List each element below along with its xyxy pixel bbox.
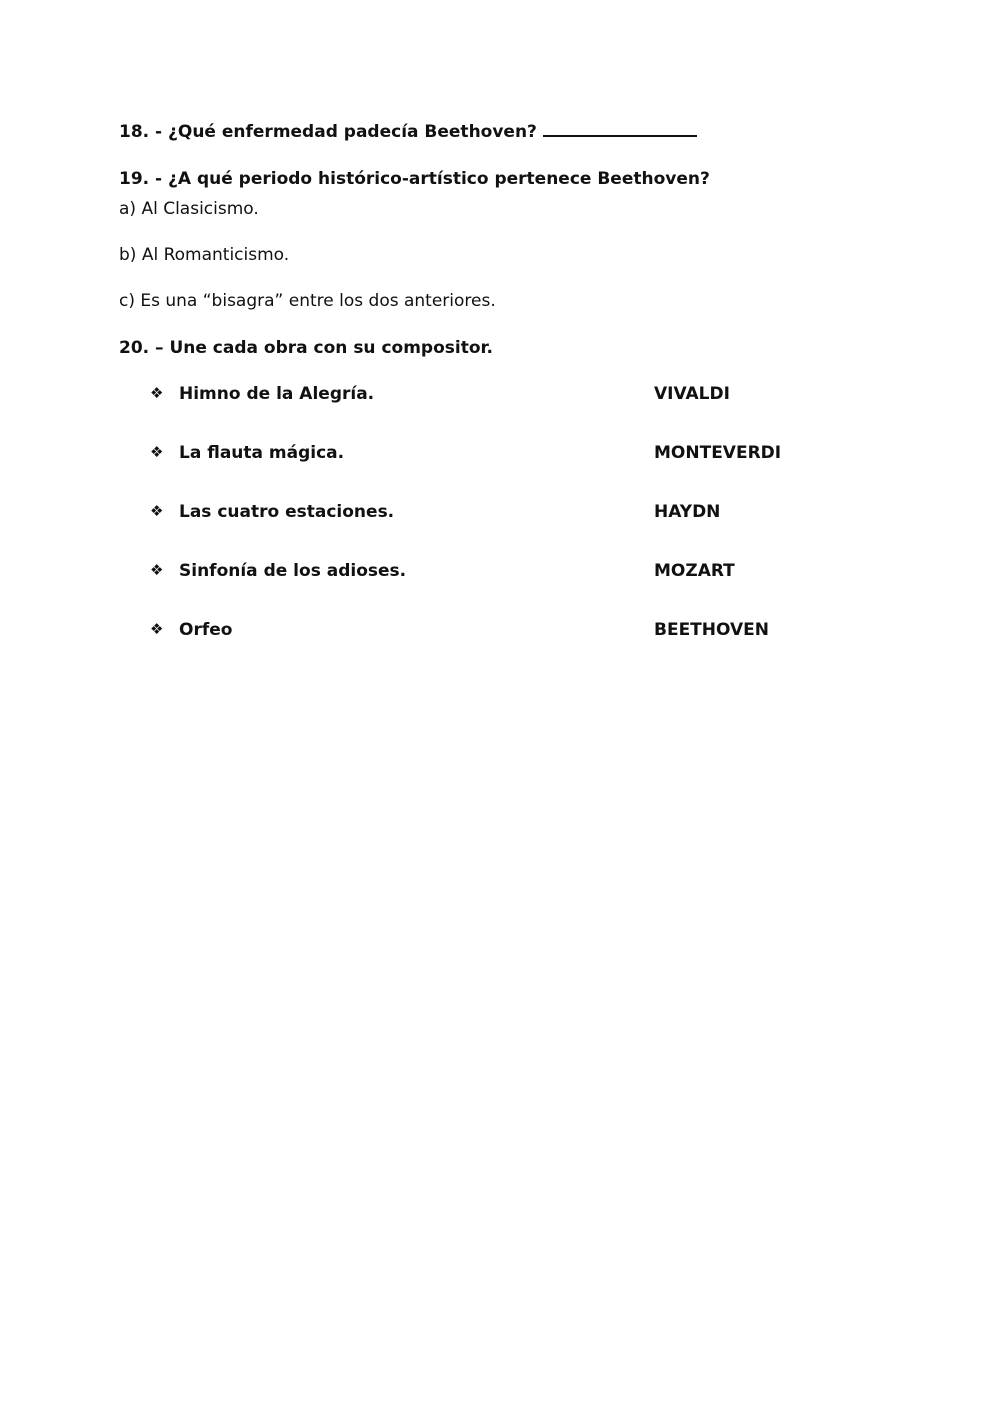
- composer-item[interactable]: VIVALDI: [654, 384, 730, 404]
- work-item[interactable]: Himno de la Alegría.: [179, 384, 375, 404]
- question-19-option-c[interactable]: c) Es una “bisagra” entre los dos anteriores.: [119, 291, 496, 311]
- match-row: [150, 620, 850, 644]
- diamond-bullet-icon: ❖: [150, 502, 164, 520]
- question-19-text: 19. - ¿A qué periodo histórico-artístico pertenece Beethoven?: [119, 169, 710, 189]
- question-20-text: 20. – Une cada obra con su compositor.: [119, 338, 493, 358]
- composer-item[interactable]: MOZART: [654, 561, 735, 581]
- diamond-bullet-icon: ❖: [150, 561, 164, 579]
- composer-item[interactable]: BEETHOVEN: [654, 620, 769, 640]
- work-item[interactable]: Orfeo: [179, 620, 233, 640]
- match-row: [150, 502, 850, 526]
- question-18-text: 18. - ¿Qué enfermedad padecía Beethoven?: [119, 122, 537, 142]
- question-18: [119, 121, 697, 142]
- work-item[interactable]: Sinfonía de los adioses.: [179, 561, 407, 581]
- diamond-bullet-icon: ❖: [150, 384, 164, 402]
- diamond-bullet-icon: ❖: [150, 620, 164, 638]
- work-item[interactable]: La flauta mágica.: [179, 443, 345, 463]
- composer-item[interactable]: MONTEVERDI: [654, 443, 782, 463]
- composer-item[interactable]: HAYDN: [654, 502, 721, 522]
- diamond-bullet-icon: ❖: [150, 443, 164, 461]
- question-19-option-b[interactable]: b) Al Romanticismo.: [119, 245, 290, 265]
- match-row: [150, 561, 850, 585]
- question-19-option-a[interactable]: a) Al Clasicismo.: [119, 199, 259, 219]
- match-row: [150, 443, 850, 467]
- work-item[interactable]: Las cuatro estaciones.: [179, 502, 395, 522]
- answer-blank-18[interactable]: [543, 121, 697, 137]
- match-row: [150, 384, 850, 408]
